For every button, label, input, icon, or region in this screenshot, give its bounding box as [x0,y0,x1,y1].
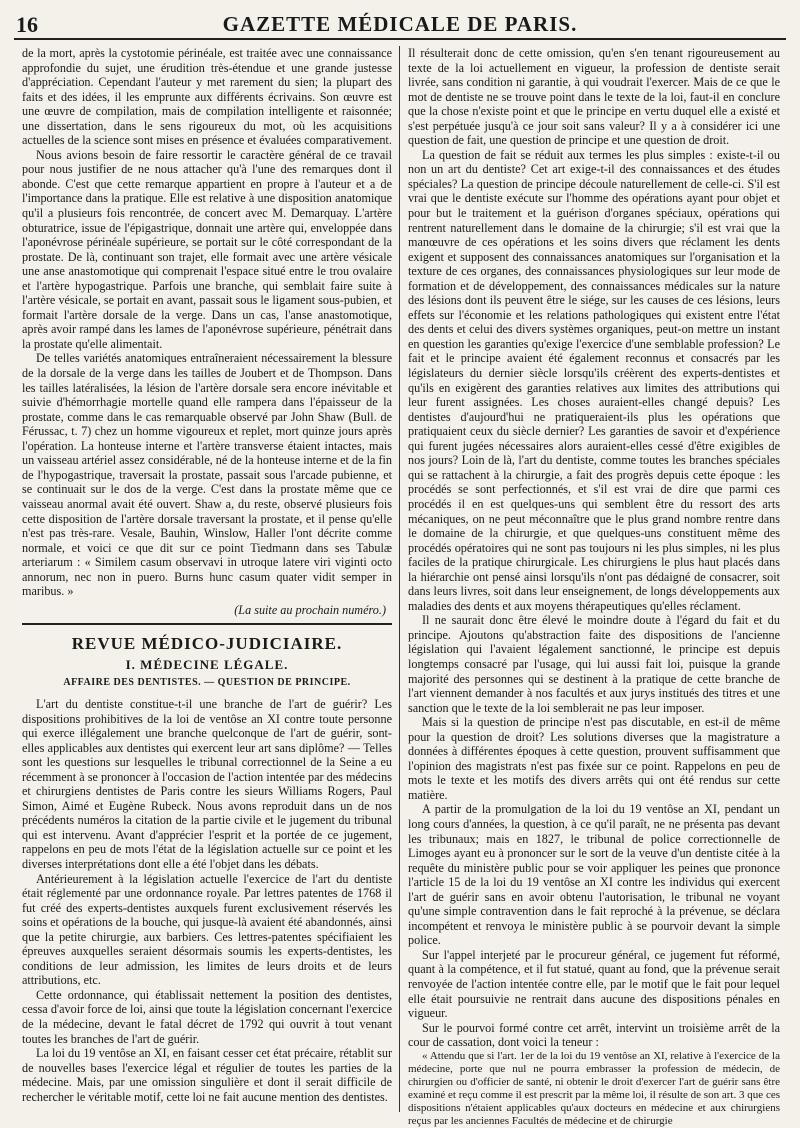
section-title: REVUE MÉDICO-JUDICIAIRE. [71,634,343,654]
affair-heading: AFFAIRE DES DENTISTES. — QUESTION DE PRINCIPE. [63,677,351,689]
article-paragraph: La question de fait se réduit aux termes les plus simples : existe-t-il ou non un art du dentiste? Cet art exige-t-il des connaissances et des études spéciales? La question de principe découle naturellement de celle-ci. S'il est vrai que le dentiste exécute sur l'homme des opérations ayant pour objet et pour but le traitement et la guérison d'organes spéciaux, opérations qui rentrent naturellement dans le domaine de la chirurgie; s'il est vrai que la manœuvre de ces opérations et les soins divers que réclament les dents exigent et supposent des connaissances anatomiques sur l'organisation et la texture de ces organes, des connaissances physiologiques sur leur mode de formation et de développement, des connaissances médicales sur la nature des lésions dont ils peuvent être le siége, sur les causes de ces lésions, leurs effets sur l'économie et les relations pathologiques qui existent entre l'état des dents et celui des divers systèmes organiques, peut-on mettre un instant en question les garanties qu'exige l'exercice d'une semblable profession? Le fait et le principe avaient été également reconnus et consacrés par les législateurs du dernier siècle lorsqu'ils créèrent des experts-dentistes et qu'ils en exigèrent des garanties relatives aux limites des attributions qui leur furent assignées. Les choses auraient-elles changé depuis? Les dentistes d'aujourd'hui ne pratiqueraient-ils plus les opérations que pratiquaient ceux du siècle dernier? Les garanties de savoir et d'expérience qui furent jugées nécessaires alors auraient-elles cessé d'être exigibles de nos jours? Loin de là, l'art du dentiste, comme toutes les branches spéciales qui se rattachent à la chirurgie, a fait des progrès depuis cette époque : les procédés se sont perfectionnés, et s'il est vrai de dire que parmi ces procédés il en est quelques-uns qui semblent être du ressort des arts mécaniques, on ne peut méconnaître que le plus grand nombre rentre dans le domaine de la chirurgie, et que quelques-uns constituent même des procédés opératoires qui ne sont pas toujours ni les plus simples, ni les plus faciles de la pratique chirurgicale. Les chirurgiens le plus haut placés dans la hiérarchie ont pensé ainsi lorsqu'ils n'ont pas dédaigné de consacrer, soit dans leurs livres, soit dans leur enseignement, de longs développements aux maladies des dents et aux moyens thérapeutiques qu'elles réclament. [408,147,780,613]
article-paragraph: Il résulterait donc de cette omission, qu'en s'en tenant rigoureusement au texte de la loi actuellement en vigueur, la profession de dentiste serait livrée, sans condition ni garantie, à qui voudrait l'exercer. Mais de ce que le mot de dentiste ne se trouve point dans le texte de la loi, faut-il en conclure que la chose n'existe point et que le principe en vertu duquel elle a existé et s'est perpétuée jusqu'à ce jour soit sans valeur? Il y a à considérer ici une question de fait, une question de principe et une question de droit. [408,46,780,148]
article-paragraph: A partir de la promulgation de la loi du 19 ventôse an XI, pendant un long cours d'années, la question, à ce qu'il paraît, ne ne présenta pas devant les tribunaux; mais en 1827, le tribunal de police correctionnelle de Limoges ayant eu à prononcer sur le sort de la veuve d'un dentiste citée à la requête du ministère public pour se voir appliquer les peines que prononce l'article 15 de la loi du 19 ventôse an XI contre les individus qui exercent l'art de guérir sans en avoir obtenu l'autorisation, le tribunal ne voyant qu'une simple contravention dans le fait reproché à la prévenue, se déclara incompétent et renvoya le ministère public à se pourvoir devant la simple police. [408,802,780,948]
section-subtitle: I. MÉDECINE LÉGALE. [125,656,289,672]
article-paragraph: Cette ordonnance, qui établissait nettement la position des dentistes, cessa d'avoir force de loi, ainsi que toute la législation concernant l'exercice de la médecine, devant le fatal décret de 1792 qui ouvrit à tout venant toutes les branches de l'art de guérir. [22,987,392,1046]
article-paragraph: La loi du 19 ventôse an XI, en faisant cesser cet état précaire, rétablit sur de nouvelles bases l'exercice légal et régulier de toutes les parties de la médecine. Mais, par une omission singulière et dont il serait difficile de rechercher le véritable motif, cette loi ne fait aucune mention des dentistes. [22,1046,392,1104]
section-divider [22,623,392,625]
continuation-note: (La suite au prochain numéro.) [234,602,386,617]
column-divider [399,46,400,1112]
article-paragraph: Nous avions besoin de faire ressortir le caractère général de ce travail pour nous justifier de ne nous attacher qu'à l'une des remarques dont il abonde. C'est que cette remarque appartient en propre à l'auteur et a de l'importance dans la pratique. Elle est relative à une disposition anatomique qu'il a plusieurs fois rencontrée, de concert avec M. Demarquay. L'artère obturatrice, issue de l'épigastrique, donnait une artère qui, enveloppée dans l'aponévrose périnéale supérieure, se portait sur le côté correspondant de la prostate. De là, continuant son trajet, elle formait avec une artère vésicale une anse anastomotique qui comprenait l'espace situé entre le trou ovalaire et l'artère hypogastrique. Parfois une branche, qui semblait faire suite à l'artère vésicale, se portait en avant, passait sous le ligament sous-pubien, et formait l'artère dorsale de la verge. Dans un cas, l'anse anastomotique, après avoir rampé dans les lames de l'aponévrose supérieure, pénétrait dans la prostate qu'elle alimentait. [22,147,392,351]
article-paragraph: de la mort, après la cystotomie périnéale, est traitée avec une connaissance approfondie du sujet, une érudition très-étendue et une grande justesse d'appréciation. Cependant l'auteur y met rarement du sien; la plupart des faits et des idées, il les emprunte aux différents écrivains. Son œuvre est une œuvre de compilation, mais de compilation intelligente et raisonnée; une dissertation, dans le sens rigoureux du mot, où les acquisitions actuelles de la science sont mises en présence et évaluées comparativement. [22,46,392,148]
article-paragraph: Sur le pourvoi formé contre cet arrêt, intervint un troisième arrêt de la cour de cassation, dont voici la teneur : [408,1020,780,1050]
article-paragraph: De telles variétés anatomiques entraîneraient nécessairement la blessure de la dorsale de la verge dans les tailles de Joubert et de Thompson. Dans les tailles latéralisées, la lésion de l'artère dorsale sera encore inévitable et suivie d'hémorrhagie mortelle quand elle rampera dans l'épaisseur de la prostate, comme dans le cas remarquable observé par John Shaw (Bull. de Férussac, t. 7) chez un homme vigoureux et replet, mort quinze jours après l'opération. La honteuse interne et l'artère transverse étaient intactes, mais un vaisseau artériel assez considérable, né de la honteuse interne et de la fin de l'hypogastrique, traversait la prostate, passait sous l'arcade pubienne, et se continuait sur le dos de la verge. C'est dans la prostate même que ce vaisseau anormal avait été ouvert. Shaw a, du reste, observé plusieurs fois cette disposition de l'artère dorsale traversant la prostate, et il pense qu'elle n'est pas très-rare. Vesale, Bauhin, Winslow, Haller l'ont décrite comme normale, et voici ce que dit sur ce point Tiedmann dans ses Tabulæ arteriarum : « Similem casum observavi in utroque latere viri viginti octo annorum, nec non in puero. Burns hunc casum quater vidit semper in maribus. » [22,351,392,599]
left-column [22,46,392,1112]
page-header [14,8,786,40]
article-paragraph: Il ne saurait donc être élevé le moindre doute à l'égard du fait et du principe. Ajoutons qu'abstraction faite des dispositions de l'ancienne législation qui l'avaient légalement sanctionné, le principe est depuis longtemps consacré par l'usage, qui lui aussi fait loi, puisque la grande majorité des personnes qui se destinent à la pratique de cette branche de l'art viennent demander à nos facultés et aux jurys institués des titres et une sanction que le texte de la loi semblerait ne pas leur imposer. [408,613,780,715]
page-number: 16 [16,12,38,37]
court-quote: « Attendu que si l'art. 1er de la loi du 19 ventôse an XI, relative à l'exercice de la médecine, porte que nul ne pourra embrasser la profession de médecin, de chirurgien ou d'officier de santé, ni obtenir le droit d'exercer l'art de guérir sans être examiné et reçu comme il est prescrit par la même loi, il résulte de son art. 3 que ces dispositions n'étaient applicables qu'aux docteurs en médecine et aux chirurgiens reçus par les anciennes Facultés de médecine et de chirurgie [408,1049,780,1127]
article-paragraph: Mais si la question de principe n'est pas discutable, en est-il de même pour la question de droit? Les solutions diverses que la magistrature a données à différentes époques à cette question, prouvent suffisamment que l'opinion des magistrats n'est pas fixée sur ce point. Rappelons en peu de mots le texte et les motifs des divers arrêts qui ont été rendus sur cette matière. [408,715,780,802]
article-paragraph: Sur l'appel interjeté par le procureur général, ce jugement fut réformé, quant à la compétence, et il fut statué, quant au fond, que la prévenue serait renvoyée de l'action intentée contre elle, par le motif que le fait pour lequel elle était poursuivie ne rentrait dans aucune des dispositions pénales en vigueur. [408,947,780,1021]
article-paragraph: Antérieurement à la législation actuelle l'exercice de l'art du dentiste était réglementé par une ordonnance royale. Par lettres patentes de 1768 il fut créé des experts-dentistes auxquels furent exclusivement réservés les soins et opérations de la bouche, qui jusque-là avaient été abandonnés, ainsi que la petite chirurgie, aux barbiers. Ces lettres-patentes spécifiaient les épreuves auxquelles seraient désormais soumis les experts-dentistes, les conditions de leur admission, les limites de leurs droits et de leurs attributions, etc. [22,871,392,988]
gazette-title: GAZETTE MÉDICALE DE PARIS. [222,12,578,36]
right-column [408,46,780,1127]
article-paragraph: L'art du dentiste constitue-t-il une branche de l'art de guérir? Les dispositions prohibitives de la loi de ventôse an XI contre toute personne qui exerce illégalement une branche quelconque de l'art de guérir, sont-elles applicables aux dentistes qui exercent leur art sans diplôme? — Telles sont les questions sur lesquelles le tribunal correctionnel de la Seine a eu récemment à se prononcer à l'occasion de l'action intentée par des médecins et chirurgiens dentistes de Paris contre les sieurs Williams Rogers, Paul Simon, Aimé et Eugène Rubeck. Nous avons reproduit dans un de nos précédents numéros la citation de la partie civile et le jugement du tribunal qui est intervenu. Avant d'apprécier l'esprit et la portée de ce jugement, rappelons en peu de mots l'état de la législation actuelle sur ce point et les diverses interprétations dont elle a été l'objet dans les débats. [22,696,392,871]
